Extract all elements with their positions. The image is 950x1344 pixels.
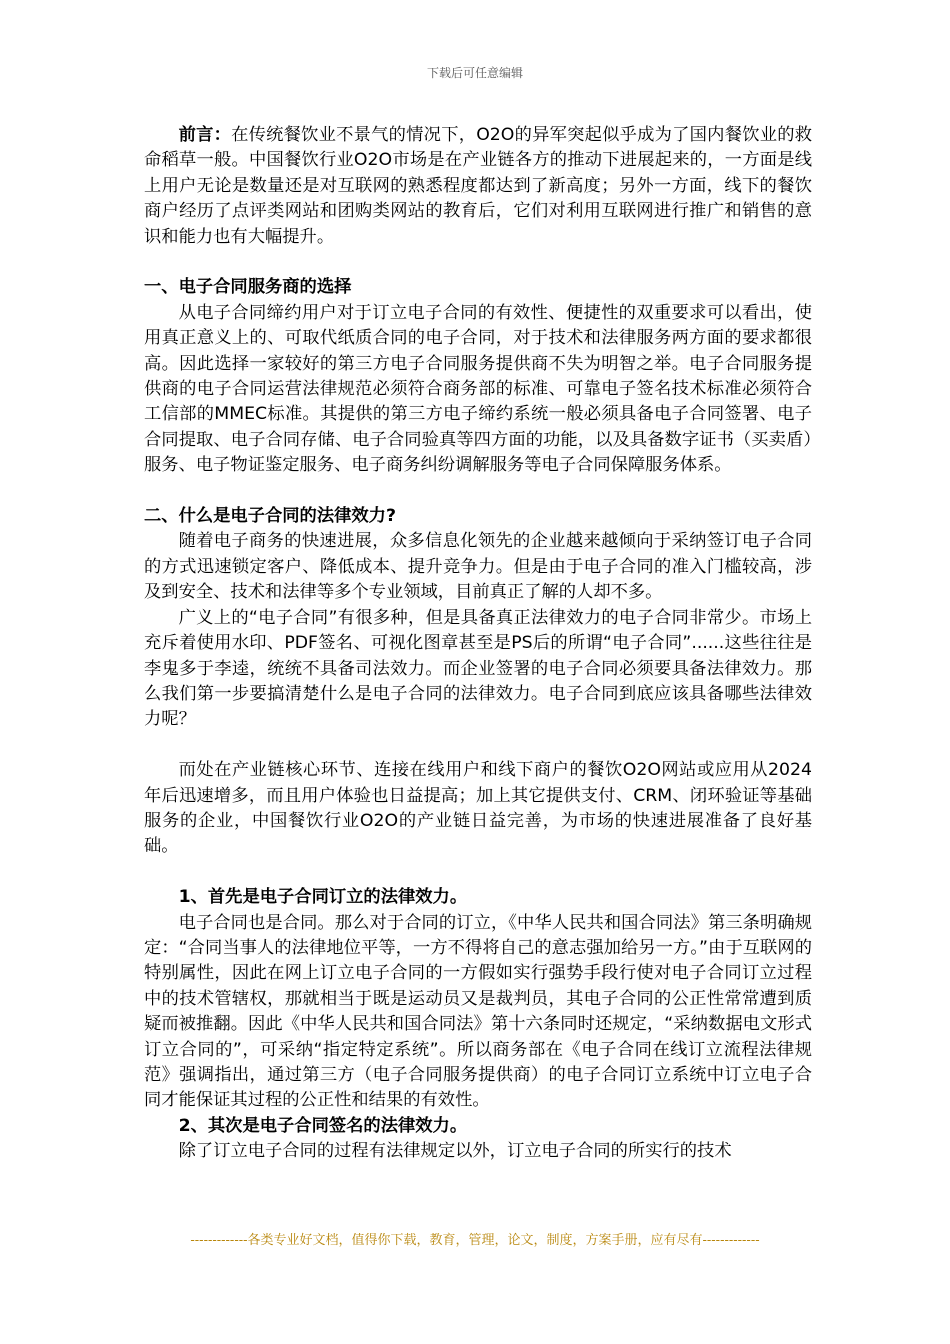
- document-body: [144, 123, 812, 1165]
- subsection-1-paragraph: 电子合同也是合同。那么对于合同的订立，《中华人民共和国合同法》第三条明确规定：“合同当事人的法律地位平等，一方不得将自己的意志强加给另一方。”由于互联网的特别属性，因此在网上订立电子合同的一方假如实行强势手段行使对电子合同订立过程中的技术管辖权，那就相当于既是运动员又是裁判员，其电子合同的公正性常常遭到质疑而被推翻。因此《中华人民共和国合同法》第十六条同时还规定，“采纳数据电文形式订立合同的”，可采纳“指定特定系统”。所以商务部在《电子合同在线订立流程法律规范》强调指出，通过第三方（电子合同服务提供商）的电子合同订立系统中订立电子合同才能保证其过程的公正性和结果的有效性。: [144, 912, 812, 1111]
- subsection-2-heading: 2、其次是电子合同签名的法律效力。: [178, 1115, 468, 1136]
- section-1-heading: 一、电子合同服务商的选择: [144, 277, 352, 298]
- section-2-paragraph-2: 广义上的“电子合同”有很多种，但是具备真正法律效力的电子合同非常少。市场上充斥着使用水印、PDF签名、可视化图章甚至是PS后的所谓“电子合同”......这些往往是李鬼多于李逵，统统不具备司法效力。而企业签署的电子合同必须要具备法律效力。那么我们第一步要搞清楚什么是电子合同的法律效力。电子合同到底应该具备哪些法律效力呢？: [144, 607, 812, 730]
- intro-paragraph: [144, 123, 812, 250]
- section-2-heading: 二、什么是电子合同的法律效力?: [144, 506, 396, 527]
- intro-label: 前言：: [178, 125, 232, 145]
- page-header: 下载后可任意编辑: [426, 66, 523, 80]
- section-2-paragraph-3: 而处在产业链核心环节、连接在线用户和线下商户的餐饮O2O网站或应用从2024年后迅速增多，而且用户体验也日益提高；加上其它提供支付、CRM、闭环验证等基础服务的企业，中国餐饮行业O2O的产业链日益完善，为市场的快速进展准备了良好基础。: [144, 760, 812, 857]
- intro-text: 在传统餐饮业不景气的情况下，O2O的异军突起似乎成为了国内餐饮业的救命稻草一般。中国餐饮行业O2O市场是在产业链各方的推动下进展起来的，一方面是线上用户无论是数量还是对互联网的熟悉程度都达到了新高度；另外一方面，线下的餐饮商户经历了点评类网站和团购类网站的教育后，它们对利用互联网进行推广和销售的意识和能力也有大幅提升。: [144, 125, 812, 247]
- section-1-paragraph: 从电子合同缔约用户对于订立电子合同的有效性、便捷性的双重要求可以看出，使用真正意义上的、可取代纸质合同的电子合同，对于技术和法律服务两方面的要求都很高。因此选择一家较好的第三方电子合同服务提供商不失为明智之举。电子合同服务提供商的电子合同运营法律规范必须符合商务部的标准、可靠电子签名技术标准必须符合工信部的MMEC标准。其提供的第三方电子缔约系统一般必须具备电子合同签署、电子合同提取、电子合同存储、电子合同验真等四方面的功能，以及具备数字证书（买卖盾）服务、电子物证鉴定服务、电子商务纠纷调解服务等电子合同保障服务体系。: [144, 302, 812, 476]
- subsection-2-paragraph: 除了订立电子合同的过程有法律规定以外，订立电子合同的所实行的技术: [178, 1141, 732, 1162]
- subsection-1-heading: 1、首先是电子合同订立的法律效力。: [178, 887, 468, 908]
- section-2-paragraph-1: 随着电子商务的快速进展，众多信息化领先的企业越来越倾向于采纳签订电子合同的方式迅速锁定客户、降低成本、提升竞争力。但是由于电子合同的准入门槛较高，涉及到安全、技术和法律等多个专业领域，目前真正了解的人却不多。: [144, 531, 812, 603]
- page-footer: -------------各类专业好文档，值得你下载，教育，管理，论文，制度，方案手册，应有尽有-------------: [190, 1233, 760, 1248]
